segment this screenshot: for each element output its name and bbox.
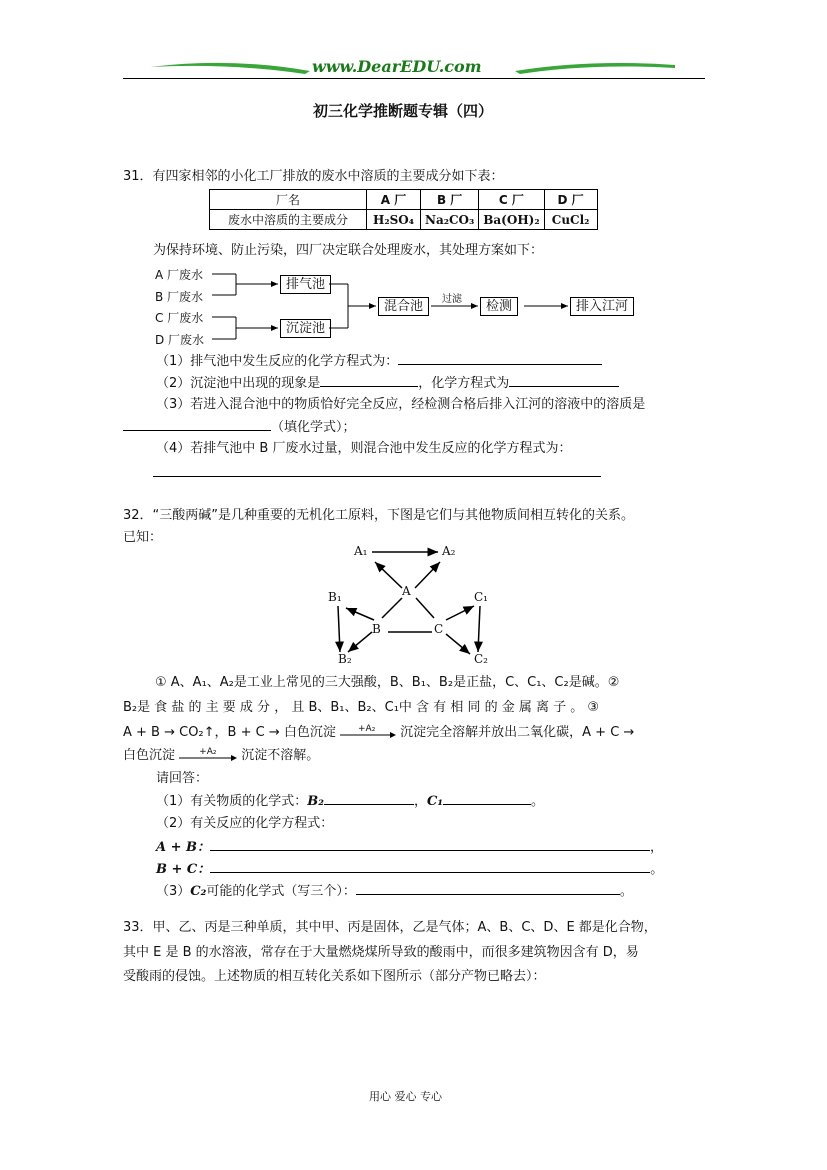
acid-base-diagram (320, 540, 500, 672)
node-b2: B₂ (338, 652, 352, 666)
q31-sub1 (156, 350, 602, 373)
q32-cond-l1: ① A、A₁、A₂是工业上常见的三大强酸，B、B₁、B₂是正盐，C、C₁、C₂是碱。② (155, 675, 620, 690)
symbol-b2: B₂ (307, 794, 324, 809)
table-cell: H₂SO₄ (367, 210, 421, 230)
q31-intro: 为保持环境、防止污染，四厂决定联合处理废水，其处理方案如下： (153, 243, 544, 258)
answer-blank[interactable] (443, 790, 531, 805)
q31-stem: 31．有四家相邻的小化工厂排放的废水中溶质的主要成分如下表： (123, 169, 504, 184)
q31-sub2-text: （2）沉淀池中出现的现象是 (156, 376, 321, 391)
equation-label-ab: A + B： (156, 840, 211, 855)
q32-sub2-ab: A + B： ， (156, 836, 663, 859)
q33-l1: 33．甲、乙、丙是三种单质，其中甲、丙是固体，乙是气体；A、B、C、D、E 都是化合物， (123, 920, 657, 935)
q32-cond-l4a: 白色沉淀 (123, 748, 176, 763)
table-cell: Ba(OH)₂ (479, 210, 544, 230)
equation-label-bc: B + C： (156, 862, 211, 877)
q31-sub3-text-b: （填化学式）； (271, 420, 356, 435)
node-b1: B₁ (328, 590, 342, 604)
q31-sub3a: （3）若进入混合池中的物质恰好完全反应，经检测合格后排入江河的溶液中的溶质是 (156, 397, 646, 412)
check-box: 检测 (480, 297, 518, 316)
answer-blank[interactable] (123, 416, 271, 431)
q32-cond-l3a: A + B → CO₂↑，B + C → 白色沉淀 (123, 725, 336, 740)
answer-blank[interactable] (398, 350, 602, 365)
flow-input-d: D 厂废水 (155, 333, 205, 347)
q32-sub1: （1）有关物质的化学式：B₂ ，C₁ 。 (156, 790, 544, 813)
flow-input-a: A 厂废水 (155, 268, 204, 282)
answer-blank[interactable] (324, 790, 414, 805)
table-header-cell: 厂名 (210, 190, 367, 210)
q32-sub3: （3）C₂可能的化学式（写三个）： 。 (156, 880, 633, 903)
river-box: 排入江河 (570, 297, 634, 316)
answer-blank[interactable] (356, 880, 620, 895)
q32-sub2: （2）有关反应的化学方程式： (156, 816, 334, 831)
table-cell: Na₂CO₃ (421, 210, 479, 230)
q32-cond-l4 (123, 745, 319, 767)
symbol-c2: C₂ (190, 884, 207, 899)
table-header-cell: A 厂 (367, 190, 421, 210)
flow-input-c: C 厂废水 (155, 311, 204, 325)
header-logo (120, 55, 705, 85)
answer-blank[interactable] (509, 372, 619, 387)
flow-input-b: B 厂废水 (155, 290, 204, 304)
table-row-label: 废水中溶质的主要成分 (210, 210, 367, 230)
q31-sub4: （4）若排气池中 B 厂废水过量，则混合池中发生反应的化学方程式为： (156, 441, 572, 456)
node-a2: A₂ (442, 544, 456, 558)
arrow-label: +A₂ (358, 723, 376, 734)
treatment-flow-diagram (150, 264, 650, 349)
node-c2: C₂ (474, 652, 488, 666)
reaction-arrow (340, 723, 396, 740)
arrow-label: +A₂ (199, 746, 217, 757)
table-row (210, 210, 598, 230)
node-c: C (434, 622, 444, 636)
answer-blank[interactable] (210, 858, 650, 873)
answer-blank[interactable] (153, 476, 601, 477)
page-title: 初三化学推断题专辑（四） (313, 102, 494, 120)
q32-ask: 请回答： (156, 771, 209, 786)
q33-l2: 其中 E 是 B 的水溶液，常存在于大量燃烧煤所导致的酸雨中，而很多建筑物因含有 D，易 (123, 945, 639, 960)
q32-sub2-bc: B + C： 。 (156, 858, 663, 881)
q32-stem-l2: 已知： (123, 530, 163, 545)
q33-l3: 受酸雨的侵蚀。上述物质的相互转化关系如下图所示（部分产物已略去）： (123, 969, 546, 984)
exhaust-pool-box: 排气池 (280, 275, 331, 294)
header-rule (123, 78, 705, 79)
sediment-pool-box: 沉淀池 (280, 319, 331, 338)
footer-text: 用心 爱心 专心 (369, 1090, 442, 1103)
q32-cond-l3b: 沉淀完全溶解并放出二氧化碳，A + C → (400, 725, 635, 740)
table-header-cell: C 厂 (479, 190, 544, 210)
symbol-c1: C₁ (426, 794, 444, 809)
node-a: A (402, 584, 411, 598)
mixing-pool-box: 混合池 (378, 297, 429, 316)
q32-sub3-text-a: （3） (156, 884, 191, 899)
reaction-arrow (179, 746, 237, 763)
table-header-cell: D 厂 (544, 190, 597, 210)
q31-sub2 (156, 372, 619, 395)
node-a1: A₁ (354, 544, 368, 558)
q32-sub1-text: （1）有关物质的化学式： (156, 794, 308, 809)
node-b: B (372, 622, 381, 636)
table-header-row (210, 190, 598, 210)
q32-cond-l2: B₂是 食 盐 的 主 要 成 分 ， 且 B、B₁、B₂、C₁中 含 有 相 同 的 金 属 离 子 。 ③ (123, 700, 600, 715)
waste-table (209, 189, 598, 230)
logo-text: www.DearEDU.com (312, 57, 482, 76)
q32-cond-l4b: 沉淀不溶解。 (241, 748, 320, 763)
table-header-cell: B 厂 (421, 190, 479, 210)
q31-sub3b (123, 416, 356, 439)
table-cell: CuCl₂ (544, 210, 597, 230)
node-c1: C₁ (474, 590, 488, 604)
q32-sub3-text-b: 可能的化学式（写三个）： (206, 884, 356, 899)
answer-blank[interactable] (320, 372, 418, 387)
q31-sub2-text-b: ，化学方程式为 (418, 376, 510, 391)
q31-sub1-text: （1）排气池中发生反应的化学方程式为： (156, 354, 399, 369)
filter-label: 过滤 (442, 294, 462, 305)
answer-blank[interactable] (210, 836, 650, 851)
q32-stem-l1: 32．“三酸两碱”是几种重要的无机化工原料，下图是它们与其他物质间相互转化的关系。 (123, 508, 635, 523)
